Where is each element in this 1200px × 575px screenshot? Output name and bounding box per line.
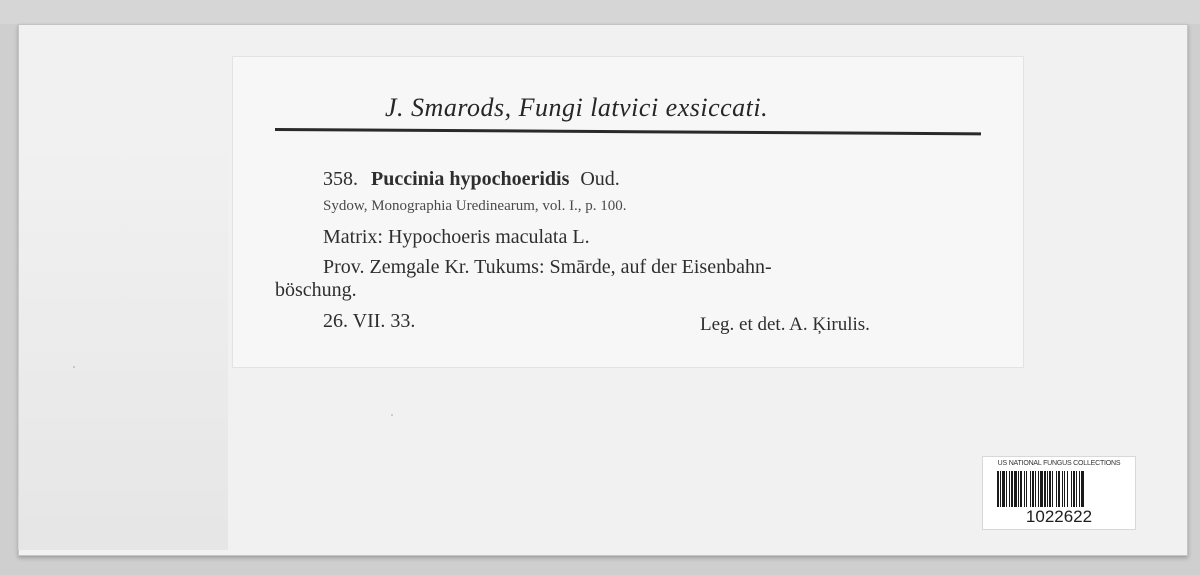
barcode-bar: [1026, 471, 1027, 507]
host-matrix: Matrix: Hypochoeris maculata L.: [323, 226, 590, 248]
barcode-label: [982, 456, 1136, 530]
barcode-bar: [1073, 471, 1075, 507]
barcode-number: 1022622: [1025, 507, 1093, 526]
barcode-bar: [1040, 471, 1043, 507]
barcode-bar: [1064, 471, 1065, 507]
barcode-caption: US NATIONAL FUNGUS COLLECTIONS: [997, 460, 1121, 467]
barcode-bar: [1058, 471, 1060, 507]
series-title: J. Smarods, Fungi latvici exsiccati.: [385, 93, 769, 122]
barcode-bar: [1011, 471, 1013, 507]
literature-reference: Sydow, Monographia Uredinearum, vol. I., p. 100.: [323, 198, 627, 214]
barcode-bar: [1081, 471, 1084, 507]
barcode-bar: [1030, 471, 1031, 507]
barcode-bar: [1002, 471, 1005, 507]
barcode-bar: [1020, 471, 1022, 507]
envelope-shadow: [18, 140, 228, 550]
barcode-bar: [1014, 471, 1017, 507]
barcode-bar: [1035, 471, 1036, 507]
barcode-bar: [1038, 471, 1039, 507]
barcode-bar: [1047, 471, 1048, 507]
species-line: [323, 168, 620, 191]
barcode-bar: [1062, 471, 1063, 507]
paper-speck: [391, 414, 393, 416]
barcode-bar: [1056, 471, 1057, 507]
species-authority: Oud.: [580, 168, 620, 190]
barcode-bar: [1018, 471, 1019, 507]
paper-speck: [73, 366, 75, 368]
locality-line-2: böschung.: [275, 279, 357, 301]
exsiccata-number: 358.: [323, 168, 358, 190]
barcode-bar: [1000, 471, 1001, 507]
barcode-bar: [1049, 471, 1051, 507]
barcode-bar: [1044, 471, 1046, 507]
barcode-bar: [1006, 471, 1007, 507]
collector-determiner: Leg. et det. A. Ķirulis.: [700, 314, 870, 335]
collection-date: 26. VII. 33.: [323, 310, 416, 332]
scientific-name: Puccinia hypochoeridis: [371, 168, 570, 190]
barcode-bar: [1079, 471, 1080, 507]
barcode-bar: [997, 471, 999, 507]
barcode-bar: [1071, 471, 1072, 507]
barcode-bar: [1009, 471, 1010, 507]
locality-line-1: Prov. Zemgale Kr. Tukums: Smārde, auf der Eisenbahn-: [323, 256, 772, 278]
barcode-icon: [997, 471, 1121, 507]
barcode-bar: [1076, 471, 1077, 507]
barcode-bar: [1052, 471, 1053, 507]
barcode-bar: [1024, 471, 1025, 507]
barcode-bar: [1032, 471, 1034, 507]
barcode-bar: [1067, 471, 1068, 507]
top-background-strip: [0, 0, 1200, 24]
